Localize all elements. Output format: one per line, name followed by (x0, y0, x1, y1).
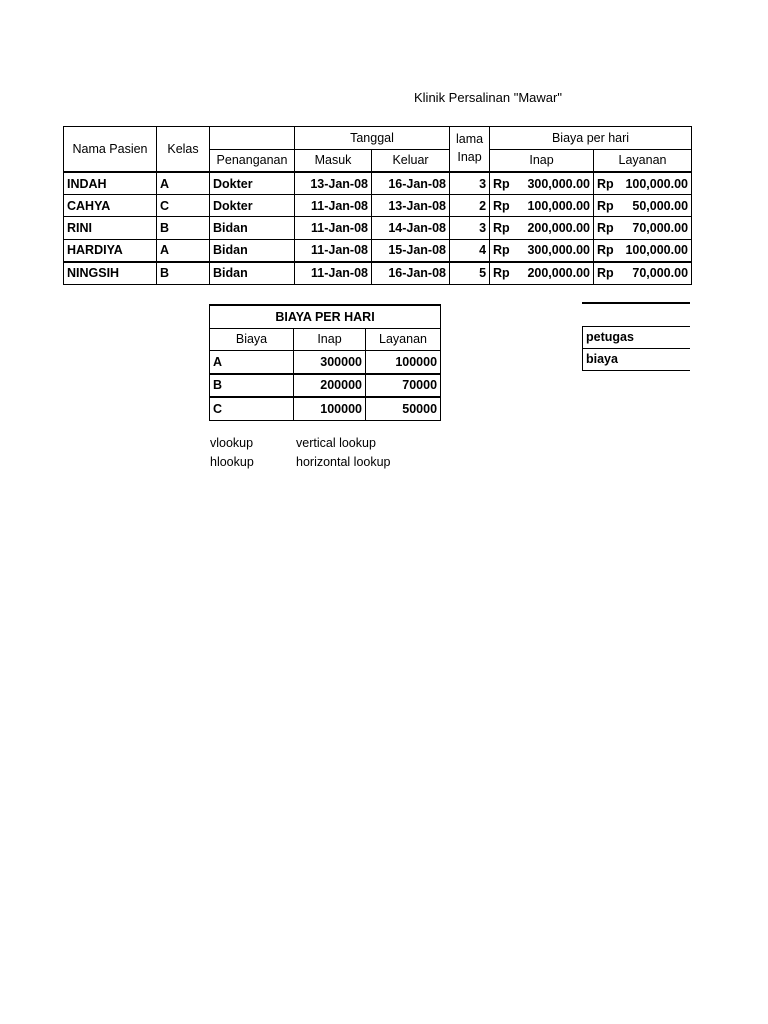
cell-kelas[interactable]: C (157, 195, 210, 217)
lookup-cell-layanan[interactable]: 70000 (366, 374, 441, 398)
table-row (64, 239, 692, 262)
cell-lama[interactable]: 4 (450, 239, 490, 262)
amount: 100,000.00 (625, 243, 689, 258)
header-inap-top: Inap (457, 150, 482, 164)
cell-layanan[interactable] (594, 239, 692, 262)
cell-layanan[interactable] (594, 217, 692, 239)
currency-label: Rp (493, 266, 510, 281)
cell-penanganan[interactable]: Dokter (210, 172, 295, 195)
cell-masuk[interactable]: 11-Jan-08 (295, 262, 372, 285)
cell-masuk[interactable]: 11-Jan-08 (295, 195, 372, 217)
cell-masuk[interactable]: 13-Jan-08 (295, 172, 372, 195)
cell-keluar[interactable]: 15-Jan-08 (372, 239, 450, 262)
cell-kelas[interactable]: A (157, 172, 210, 195)
lookup-cell-kelas[interactable]: B (210, 374, 294, 398)
cell-nama[interactable]: RINI (64, 217, 157, 239)
cell-nama[interactable]: HARDIYA (64, 239, 157, 262)
side-box (582, 302, 690, 371)
cell-lama[interactable]: 3 (450, 172, 490, 195)
amount: 300,000.00 (527, 176, 591, 191)
cell-lama[interactable]: 5 (450, 262, 490, 285)
header-nama-pasien[interactable]: Nama Pasien (64, 127, 157, 173)
cell-nama[interactable]: INDAH (64, 172, 157, 195)
currency-label: Rp (597, 220, 614, 235)
cell-keluar[interactable]: 13-Jan-08 (372, 195, 450, 217)
lookup-header-biaya[interactable]: Biaya (210, 328, 294, 351)
cell-lama[interactable]: 3 (450, 217, 490, 239)
header-tanggal[interactable]: Tanggal (295, 127, 450, 150)
amount: 70,000.00 (632, 220, 689, 235)
header-inap[interactable]: Inap (490, 149, 594, 172)
header-layanan[interactable]: Layanan (594, 149, 692, 172)
cell-inap[interactable] (490, 239, 594, 262)
header-lama: lama (455, 132, 484, 146)
header-biaya-per-hari[interactable]: Biaya per hari (490, 127, 692, 150)
currency-label: Rp (597, 243, 614, 258)
cell-penanganan[interactable]: Bidan (210, 217, 295, 239)
header-lama-inap[interactable] (450, 127, 490, 173)
table-row (210, 397, 441, 420)
table-row (210, 351, 441, 374)
cell-keluar[interactable]: 16-Jan-08 (372, 172, 450, 195)
cell-inap[interactable] (490, 172, 594, 195)
cell-lama[interactable]: 2 (450, 195, 490, 217)
cell-penanganan[interactable]: Bidan (210, 239, 295, 262)
header-blank[interactable] (210, 127, 295, 150)
currency-label: Rp (493, 220, 510, 235)
currency-label: Rp (493, 198, 510, 213)
cell-inap[interactable] (490, 195, 594, 217)
amount: 200,000.00 (527, 220, 591, 235)
cell-kelas[interactable]: B (157, 262, 210, 285)
page-title: Klinik Persalinan "Mawar" (414, 90, 562, 105)
amount: 50,000.00 (632, 198, 689, 213)
amount: 300,000.00 (527, 243, 591, 258)
cell-masuk[interactable]: 11-Jan-08 (295, 239, 372, 262)
lookup-cell-inap[interactable]: 200000 (294, 374, 366, 398)
header-penanganan[interactable]: Penanganan (210, 149, 295, 172)
lookup-header-layanan[interactable]: Layanan (366, 328, 441, 351)
cell-nama[interactable]: CAHYA (64, 195, 157, 217)
table-row (64, 172, 692, 195)
lookup-title[interactable]: BIAYA PER HARI (210, 305, 441, 328)
table-row (210, 374, 441, 398)
currency-label: Rp (597, 176, 614, 191)
lookup-header-inap[interactable]: Inap (294, 328, 366, 351)
cell-keluar[interactable]: 16-Jan-08 (372, 262, 450, 285)
cell-inap[interactable] (490, 262, 594, 285)
table-row (64, 262, 692, 285)
cell-kelas[interactable]: A (157, 239, 210, 262)
note-row (210, 436, 391, 455)
patient-table (63, 126, 692, 285)
lookup-cell-inap[interactable]: 100000 (294, 397, 366, 420)
cell-layanan[interactable] (594, 195, 692, 217)
lookup-cell-kelas[interactable]: C (210, 397, 294, 420)
table-row (64, 217, 692, 239)
lookup-table (209, 304, 441, 421)
side-box-blank-cell[interactable] (582, 304, 690, 326)
cell-penanganan[interactable]: Bidan (210, 262, 295, 285)
amount: 100,000.00 (625, 176, 689, 191)
amount: 70,000.00 (632, 266, 689, 281)
lookup-cell-layanan[interactable]: 100000 (366, 351, 441, 374)
side-cell-biaya[interactable]: biaya (582, 349, 690, 371)
cell-layanan[interactable] (594, 172, 692, 195)
cell-inap[interactable] (490, 217, 594, 239)
table-row (64, 195, 692, 217)
currency-label: Rp (597, 266, 614, 281)
cell-masuk[interactable]: 11-Jan-08 (295, 217, 372, 239)
currency-label: Rp (597, 198, 614, 213)
note-meaning[interactable]: vertical lookup (296, 436, 376, 450)
note-row (210, 455, 391, 474)
cell-nama[interactable]: NINGSIH (64, 262, 157, 285)
cell-penanganan[interactable]: Dokter (210, 195, 295, 217)
currency-label: Rp (493, 243, 510, 258)
currency-label: Rp (493, 176, 510, 191)
header-masuk[interactable]: Masuk (295, 149, 372, 172)
amount: 100,000.00 (527, 198, 591, 213)
note-meaning[interactable]: horizontal lookup (296, 455, 391, 469)
lookup-cell-kelas[interactable]: A (210, 351, 294, 374)
cell-kelas[interactable]: B (157, 217, 210, 239)
note-term[interactable]: hlookup (210, 455, 254, 469)
amount: 200,000.00 (527, 266, 591, 281)
lookup-cell-layanan[interactable]: 50000 (366, 397, 441, 420)
notes (210, 436, 391, 474)
cell-keluar[interactable]: 14-Jan-08 (372, 217, 450, 239)
header-kelas[interactable]: Kelas (157, 127, 210, 173)
side-cell-petugas[interactable]: petugas (582, 326, 690, 349)
header-keluar[interactable]: Keluar (372, 149, 450, 172)
cell-layanan[interactable] (594, 262, 692, 285)
lookup-cell-inap[interactable]: 300000 (294, 351, 366, 374)
note-term[interactable]: vlookup (210, 436, 254, 450)
